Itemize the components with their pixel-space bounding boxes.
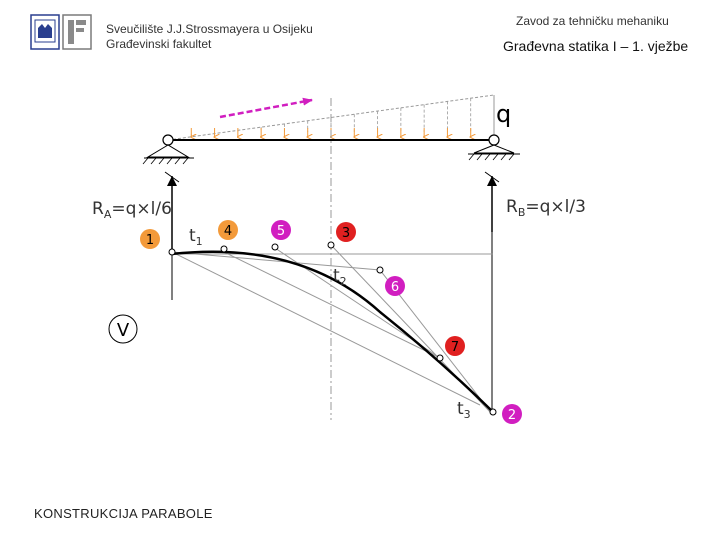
support-b [468,135,520,160]
svg-text:2: 2 [507,408,517,423]
university-name: Sveučilište J.J.Strossmayera u Osijeku [106,22,313,36]
svg-text:6: 6 [390,280,400,295]
badge-4 [218,220,238,240]
reaction-a-main: R [92,199,104,219]
slide-footer-title: KONSTRUKCIJA PARABOLE [34,506,213,521]
svg-text:3: 3 [341,226,351,241]
point-6 [377,267,383,273]
point-7 [437,355,443,361]
badge-5 [271,220,291,240]
badge-6 [385,276,405,296]
shear-label: V [116,320,130,341]
reaction-b-main: R [506,197,518,217]
reaction-b-sub: B [517,206,526,219]
badge-1 [140,229,160,249]
badge-3 [336,222,356,242]
reaction-a-rest: =q×l/6 [111,199,172,219]
point-2 [490,409,496,415]
svg-text:5: 5 [276,224,286,239]
point-5 [272,244,278,250]
point-4 [221,246,227,252]
svg-text:1: 1 [145,233,155,248]
tangent-t2: $t_2$ [333,266,347,288]
reaction-a-sub: A [103,208,112,221]
load-label: q [496,100,512,128]
point-3 [328,242,334,248]
department-name: Zavod za tehničku mehaniku [516,14,669,28]
badge-2 [502,404,522,424]
direction-arrow [220,100,312,117]
svg-text:7: 7 [450,340,460,355]
point-1 [169,249,175,255]
reaction-b-rest: =q×l/3 [525,197,586,217]
tangent-t3: $t_3$ [457,399,471,421]
reaction-a-label [92,199,172,221]
faculty-name: Građevinski fakultet [106,37,212,51]
svg-text:4: 4 [223,224,233,239]
reaction-b-label [506,197,586,219]
course-title: Građevna statika I – 1. vježbe [503,38,689,54]
reaction-arrow-b [485,172,499,232]
badge-7 [445,336,465,356]
tangent-t1: $t_1$ [189,226,203,248]
